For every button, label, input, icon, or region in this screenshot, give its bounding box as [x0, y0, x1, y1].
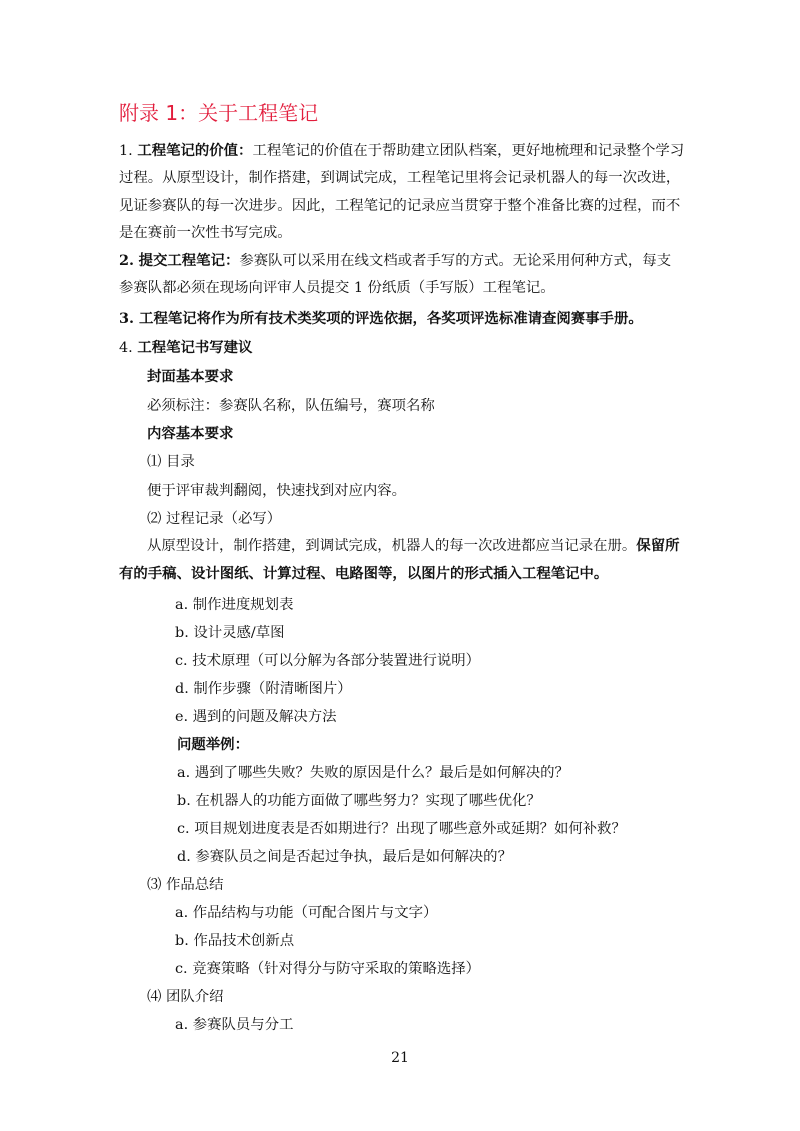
section-4-label: 工程笔记书写建议	[137, 339, 253, 356]
page-number: 21	[391, 1050, 409, 1066]
toc-description: 便于评审裁判翻阅，快速找到对应内容。	[147, 483, 407, 499]
section-2-paragraph	[119, 247, 685, 303]
process-subitem: c. 技术原理（可以分解为各部分装置进行说明）	[175, 653, 481, 669]
process-label: 过程记录（必写）	[165, 511, 282, 527]
cover-text: 必须标注：参赛队名称，队伍编号，赛项名称	[147, 398, 435, 414]
team-subitem: a. 参赛队员与分工	[175, 1017, 294, 1033]
process-marker: ⑵	[147, 511, 162, 527]
section-1-paragraph	[119, 137, 685, 247]
summary-marker: ⑶	[147, 877, 162, 893]
team-marker: ⑷	[147, 989, 162, 1005]
example-item: c. 项目规划进度表是否如期进行？出现了哪些意外或延期？如何补救？	[177, 821, 626, 837]
process-subitem: e. 遇到的问题及解决方法	[175, 709, 337, 725]
section-2-label: 提交工程笔记：	[138, 252, 240, 269]
toc-marker: ⑴	[147, 454, 162, 470]
summary-item	[147, 875, 224, 895]
section-3-line	[119, 309, 643, 329]
examples-heading: 问题举例：	[177, 736, 249, 753]
section-3-text: 工程笔记将作为所有技术类奖项的评选依据，各奖项评选标准请查阅赛事手册。	[139, 310, 643, 327]
process-subitem: d. 制作步骤（附清晰图片）	[175, 681, 352, 697]
team-item	[147, 987, 224, 1007]
process-subitem: a. 制作进度规划表	[175, 597, 294, 613]
section-3-number: 3.	[119, 310, 135, 327]
section-4-heading	[119, 338, 252, 358]
process-description-bold: 保留所有的手稿、设计图纸、计算过程、电路图等，以图片的形式插入工程笔记中。	[119, 537, 680, 583]
summary-subitem: b. 作品技术创新点	[175, 933, 295, 949]
section-1-text: 工程笔记的价值在于帮助建立团队档案，更好地梳理和记录整个学习过程。从原型设计，制作搭建，到调试完成，工程笔记里将会记录机器人的每一次改进，见证参赛队的每一次进步。因此，工程笔记的记录应当贯穿于整个准备比赛的过程，而不是在赛前一次性书写完成。	[119, 143, 685, 241]
process-description-plain: 从原型设计，制作搭建，到调试完成，机器人的每一次改进都应当记录在册。	[147, 538, 637, 554]
section-1-label: 工程笔记的价值：	[137, 142, 253, 159]
content-heading: 内容基本要求	[147, 425, 234, 442]
example-item: d. 参赛队员之间是否起过争执，最后是如何解决的？	[177, 849, 512, 865]
toc-label: 目录	[165, 454, 195, 470]
example-item: b. 在机器人的功能方面做了哪些努力？实现了哪些优化？	[177, 793, 541, 809]
section-2-number: 2.	[119, 252, 135, 269]
section-1-number: 1.	[119, 143, 133, 159]
section-4-number: 4.	[119, 340, 133, 356]
process-description	[119, 532, 685, 589]
page-title: 附录 1：关于工程笔记	[119, 101, 319, 125]
section-2-text: 参赛队可以采用在线文档或者手写的方式。无论采用何种方式，每支参赛队都必须在现场向评审人员提交 1 份纸质（手写版）工程笔记。	[119, 253, 672, 297]
toc-item	[147, 452, 195, 472]
cover-heading: 封面基本要求	[147, 368, 234, 385]
summary-subitem: c. 竞赛策略（针对得分与防守采取的策略选择）	[175, 961, 481, 977]
summary-subitem: a. 作品结构与功能（可配合图片与文字）	[175, 905, 438, 921]
summary-label: 作品总结	[165, 877, 224, 893]
process-item	[147, 509, 281, 529]
process-subitem: b. 设计灵感/草图	[175, 625, 285, 641]
team-label: 团队介绍	[165, 989, 224, 1005]
example-item: a. 遇到了哪些失败？失败的原因是什么？最后是如何解决的？	[177, 765, 569, 781]
